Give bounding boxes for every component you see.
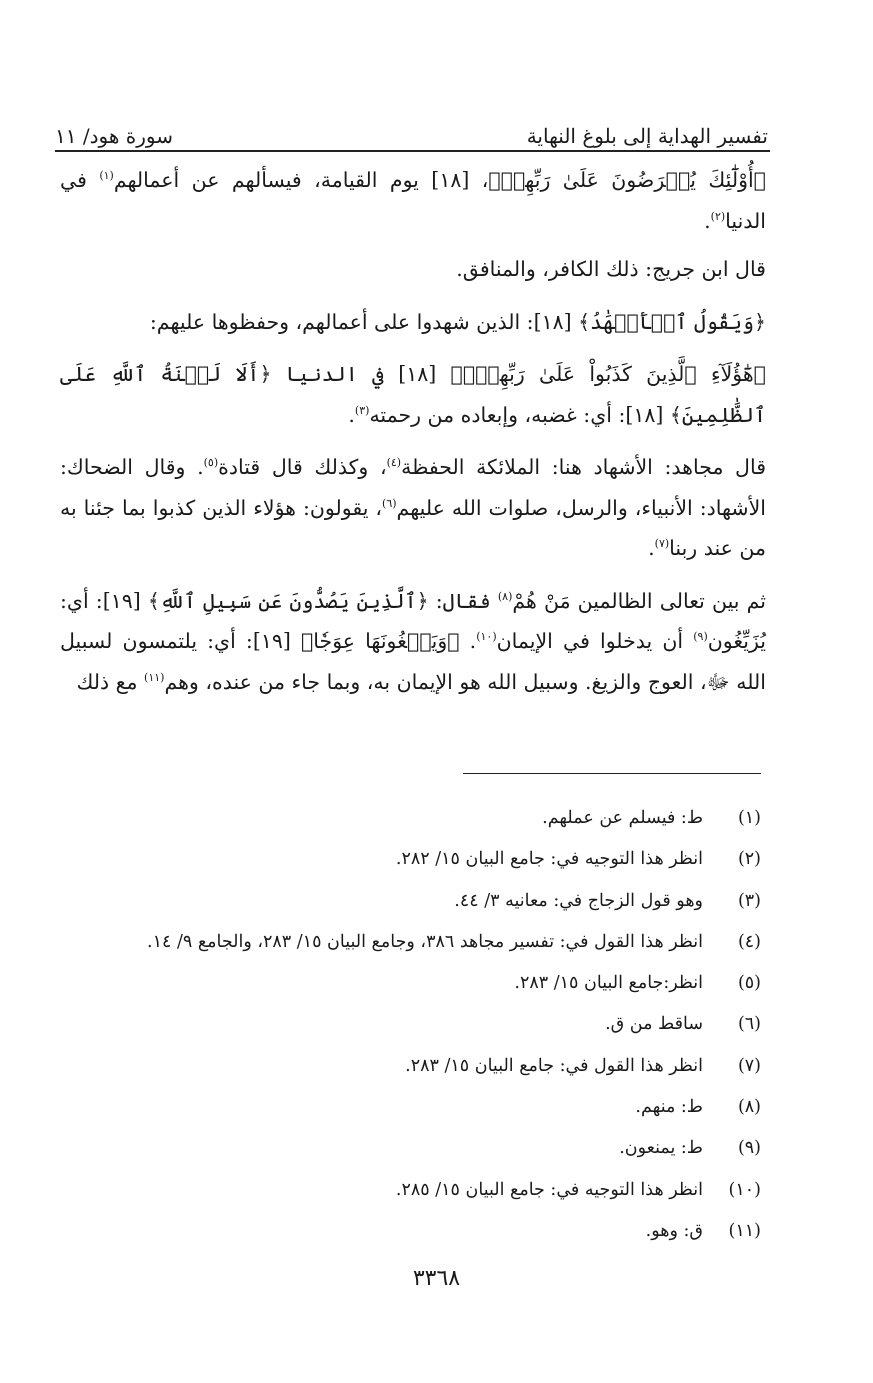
text-span: . xyxy=(648,536,655,560)
footnote-ref[interactable]: (١) xyxy=(99,169,114,183)
text-span: . وقال الضحاك: الأشهاد: الأنبياء، والرسل، صلوات الله عليهم xyxy=(60,455,766,520)
footnote-ref[interactable]: (٣) xyxy=(354,403,370,417)
footnote-ref[interactable]: (١٠) xyxy=(476,630,497,644)
footnote-ref[interactable]: (٨) xyxy=(497,589,513,603)
footnote-text: انظر هذا التوجيه في: جامع البيان ١٥/ ٢٨٢. xyxy=(395,849,703,870)
footnote-item xyxy=(60,922,761,963)
footnote-text: ساقط من ق. xyxy=(605,1014,703,1035)
footnote-item xyxy=(60,881,761,922)
footnote-item xyxy=(60,1046,761,1087)
footnote-number: (٤) xyxy=(737,931,761,952)
text-span: قال مجاهد: الأشهاد هنا: الملائكة الحفظة xyxy=(401,455,766,479)
text-span: أن يدخلوا في الإيمان xyxy=(496,629,694,653)
footnote-text: ط: فيسلم عن عملهم. xyxy=(542,808,703,828)
text-span: ثم بين تعالى الظالمين مَنْ هُمْ xyxy=(512,588,766,613)
paragraph-2: قال ابن جريج: ذلك الكافر، والمنافق. xyxy=(456,257,766,281)
footnote-number: (٥) xyxy=(737,973,761,994)
footnote-ref[interactable]: (١١) xyxy=(144,670,165,684)
footnote-item xyxy=(60,963,761,1004)
footnote-ref[interactable]: (٢) xyxy=(710,209,726,223)
text-span: . xyxy=(348,402,355,427)
footnote-item xyxy=(60,1004,761,1045)
paragraph-4 xyxy=(60,354,766,435)
text-span: . xyxy=(704,208,711,233)
paragraph-5 xyxy=(60,447,766,569)
footnote-number: (٣) xyxy=(737,890,761,911)
footnote-text: انظر:جامع البيان ١٥/ ٢٨٣. xyxy=(514,973,703,994)
header-divider xyxy=(55,150,770,152)
paragraph-1 xyxy=(60,160,766,241)
footnote-ref[interactable]: (٩) xyxy=(693,630,708,644)
footnote-text: ط: منهم. xyxy=(635,1097,703,1118)
book-title: تفسير الهداية إلى بلوغ النهاية xyxy=(526,124,768,148)
footnote-ref[interactable]: (٤) xyxy=(386,456,402,470)
paragraph-6 xyxy=(60,581,766,703)
footnote-ref[interactable]: (٧) xyxy=(654,537,670,551)
footnote-number: (٢) xyxy=(737,849,761,870)
text-span: فقال: ﴿ٱلَّذِينَ يَصُدُّونَ عَن سَبِيلِ ٱللَّهِ﴾ [١٩]: أي: يُزَيِّغُون xyxy=(60,588,766,653)
footnote-number: (٦) xyxy=(737,1014,761,1035)
text-span: . ﴿وَيَبۡغُونَهَا عِوَجٗا﴾ [١٩]: أي: يلتمسون لسبيل الله ﷻ، العوج والزيغ. وسبيل الله هو الإيمان به، وبما جاء من عنده، وهم xyxy=(60,629,766,694)
footnote-number: (١٠) xyxy=(728,1179,761,1200)
footnote-text: انظر هذا التوجيه في: جامع البيان ١٥/ ٢٨٥. xyxy=(395,1179,703,1200)
footnote-number: (٩) xyxy=(737,1138,761,1159)
text-span: ، وكذلك قال قتادة xyxy=(218,455,387,479)
footnote-text: ق: وهو. xyxy=(645,1220,703,1241)
footnote-item xyxy=(60,839,761,880)
footnote-number: (٨) xyxy=(737,1097,761,1118)
main-text xyxy=(60,160,766,714)
footnote-item xyxy=(60,1128,761,1169)
footnote-ref[interactable]: (٥) xyxy=(203,456,219,470)
text-span: ﴿أُوْلَٰٓئِكَ يُعۡرَضُونَ عَلَىٰ رَبِّهِمۡ﴾، [١٨] يوم القيامة، فيسألهم عن أعمالهم xyxy=(113,168,766,192)
footnote-text: وهو قول الزجاج في: معانيه ٣/ ٤٤. xyxy=(454,890,703,911)
paragraph-3: ﴿وَيَقُولُ ٱلۡأَشۡهَٰدُ﴾ [١٨]: الذين شهدوا على أعمالهم، وحفظوها عليهم: xyxy=(149,309,766,334)
running-header xyxy=(55,112,768,148)
footnote-item xyxy=(60,1211,761,1252)
surah-label: سورة هود/ ١١ xyxy=(55,124,173,148)
footnotes-list xyxy=(60,798,761,1252)
footnote-number: (١) xyxy=(737,808,761,828)
text-span: ، يقولون: هؤلاء الذين كذبوا بما جئنا به من عند ربنا xyxy=(60,495,766,560)
footnote-divider xyxy=(463,773,761,774)
footnote-item xyxy=(60,798,761,839)
text-span: ﴿هَٰٓؤُلَآءِ ٱلَّذِينَ كَذَبُواْ عَلَىٰ رَبِّهِمۡۚ﴾ [١٨] في الدنيا ﴿أَلَا لَعۡنَةُ ٱللَّهِ عَلَى ٱلظَّٰلِمِينَ﴾ [١٨]: أي: غضبه، وإبعاده من رحمته xyxy=(60,362,766,427)
footnote-number: (٧) xyxy=(737,1055,761,1076)
footnote-ref[interactable]: (٦) xyxy=(382,496,397,510)
footnote-text: ط: يمنعون. xyxy=(619,1138,703,1159)
footnote-text: انظر هذا القول في: تفسير مجاهد ٣٨٦، وجامع البيان ١٥/ ٢٨٣، والجامع ٩/ ١٤. xyxy=(146,931,703,952)
page-number: ٣٣٦٨ xyxy=(412,1266,461,1291)
footnote-text: انظر هذا القول في: جامع البيان ١٥/ ٢٨٣. xyxy=(405,1055,703,1076)
footnote-item xyxy=(60,1170,761,1211)
footnote-number: (١١) xyxy=(728,1220,761,1241)
text-span: في الدنيا xyxy=(60,168,766,233)
footnote-item xyxy=(60,1087,761,1128)
text-span: مع ذلك xyxy=(76,669,145,694)
